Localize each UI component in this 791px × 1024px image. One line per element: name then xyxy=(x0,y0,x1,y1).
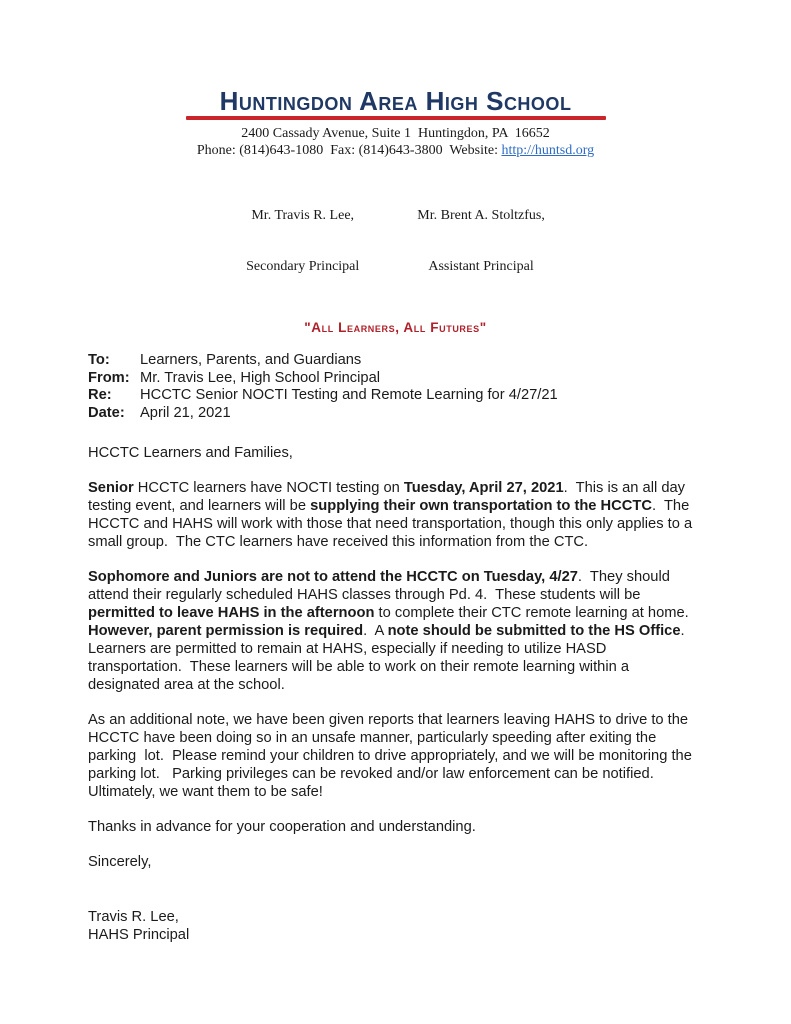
phone-fax-text: Phone: (814)643-1080 Fax: (814)643-3800 Website: xyxy=(196,143,502,158)
bold-text-run: note should be submitted to the HS Office xyxy=(387,623,681,639)
text-run: . They should attend their regularly scheduled HAHS classes through Pd. 4. These students will be xyxy=(88,569,675,603)
school-address: 2400 Cassady Avenue, Suite 1 Huntingdon, PA 16652 xyxy=(241,126,550,141)
memo-row-to xyxy=(88,352,703,370)
text-run: . The HCCTC and HAHS will work with those that need transportation, though this only applies to a small group. The CTC learners have received this information from the CTC. xyxy=(88,498,697,550)
memo-value-re: HCCTC Senior NOCTI Testing and Remote Learning for 4/27/21 xyxy=(140,387,558,403)
website-link[interactable]: http://huntsd.org xyxy=(501,143,595,158)
signature-block xyxy=(88,908,703,944)
valediction: Sincerely, xyxy=(88,854,152,870)
memo-row-re xyxy=(88,387,703,405)
text-run: to complete their CTC remote learning at home. xyxy=(374,605,697,621)
bold-text-run: Tuesday, April 27, 2021 xyxy=(403,480,564,496)
bold-text-run: Sophomore and Juniors are not to attend the HCCTC on Tuesday, 4/27 xyxy=(88,569,578,585)
text-run: As an additional note, we have been given reports that learners leaving HAHS to drive to the HCCTC have been doing so in an unsafe manner, particularly speeding after exiting the parking lot. Please remind your children to drive appropriately, and we will be monitoring the parking lot. Parking privileges can be revoked and/or law enforcement can be notified. Ultimately, we want them to be safe! xyxy=(88,712,696,800)
principal-left-name: Mr. Travis R. Lee, xyxy=(251,208,355,223)
closing-line: Thanks in advance for your cooperation and understanding. xyxy=(88,819,476,835)
text-run: HCCTC learners have NOCTI testing on xyxy=(133,480,404,496)
paragraph xyxy=(88,479,703,551)
letter-body xyxy=(88,444,703,944)
bold-text-run: supplying their own transportation to the HCCTC xyxy=(310,498,652,514)
salutation: HCCTC Learners and Families, xyxy=(88,445,293,461)
body-paragraphs xyxy=(88,479,703,801)
principal-left-title: Secondary Principal xyxy=(246,259,360,274)
memo-value-to: Learners, Parents, and Guardians xyxy=(140,352,362,368)
paragraph xyxy=(88,568,703,694)
bold-text-run: However, parent permission is required xyxy=(88,623,364,639)
memo-value-date: April 21, 2021 xyxy=(140,404,231,421)
memo-row-date xyxy=(88,405,703,423)
letterhead xyxy=(88,88,703,335)
bold-text-run: Senior xyxy=(88,480,134,496)
text-run: . This is an all day testing event, and learners will be xyxy=(88,480,690,514)
signature-name: Travis R. Lee, xyxy=(88,909,179,925)
red-underline-rule xyxy=(186,116,606,120)
paragraph xyxy=(88,711,703,801)
memo-label-date: Date: xyxy=(88,404,125,421)
school-contact-line xyxy=(88,142,703,159)
text-run: . A xyxy=(363,623,388,639)
memo-label-from: From: xyxy=(88,369,130,386)
principal-left xyxy=(246,173,359,309)
school-motto: "All Learners, All Futures" xyxy=(304,320,487,335)
text-run: . Learners are permitted to remain at HAHS, especially if needing to utilize HASD transportation. These learners will be able to work on their remote learning within a designated area at the school. xyxy=(88,623,697,693)
principals-row xyxy=(88,173,703,309)
bold-text-run: permitted to leave HAHS in the afternoon xyxy=(88,605,375,621)
principal-right-title: Assistant Principal xyxy=(428,259,534,274)
principal-right xyxy=(417,173,545,309)
signature-title: HAHS Principal xyxy=(88,927,190,943)
memo-value-from: Mr. Travis Lee, High School Principal xyxy=(140,369,380,386)
memo-fields xyxy=(88,352,703,422)
memo-row-from xyxy=(88,370,703,388)
principal-right-name: Mr. Brent A. Stoltzfus, xyxy=(417,208,545,223)
memo-label-to: To: xyxy=(88,352,110,368)
school-name-title: Huntingdon Area High School xyxy=(219,86,572,116)
memo-label-re: Re: xyxy=(88,387,112,403)
